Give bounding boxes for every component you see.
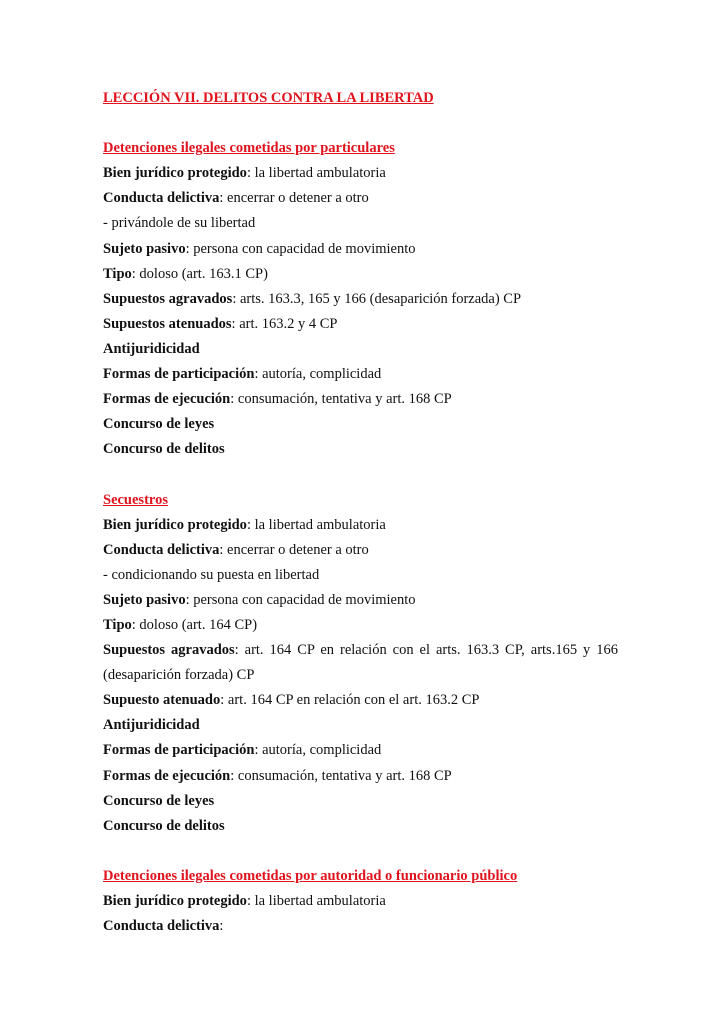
line-label: Tipo <box>103 616 132 633</box>
line-label: Sujeto pasivo <box>103 240 186 257</box>
document-line <box>103 563 618 588</box>
document-line <box>103 914 618 939</box>
spacer <box>103 462 618 487</box>
document-line <box>103 362 618 387</box>
document-line <box>103 387 618 412</box>
line-text: : la libertad ambulatoria <box>246 165 386 182</box>
document-line <box>103 237 618 262</box>
line-text: : la libertad ambulatoria <box>246 893 386 909</box>
document-line <box>103 262 618 287</box>
line-text: : encerrar o detener a otro <box>219 541 369 558</box>
document-line <box>103 613 618 638</box>
document-line <box>103 161 618 186</box>
line-label: Bien jurídico protegido <box>103 165 247 182</box>
document-line <box>103 688 618 713</box>
line-text: - condicionando su puesta en libertad <box>103 566 320 583</box>
line-text: : doloso (art. 164 CP) <box>131 616 258 633</box>
line-label: Concurso de delitos <box>103 441 225 458</box>
line-text: : consumación, tentativa y art. 168 CP <box>230 767 452 784</box>
line-label: Tipo <box>103 265 132 282</box>
line-label: Formas de participación <box>103 366 255 383</box>
line-label: Supuestos atenuados <box>103 315 232 332</box>
line-text: : encerrar o detener a otro <box>219 190 369 207</box>
document-line <box>103 312 618 337</box>
line-text: : doloso (art. 163.1 CP) <box>131 265 268 282</box>
line-text: : persona con capacidad de movimiento <box>185 240 416 257</box>
spacer <box>103 111 618 136</box>
line-label: Bien jurídico protegido <box>103 893 247 909</box>
line-text: : consumación, tentativa y art. 168 CP <box>230 391 452 408</box>
document-line <box>103 638 618 663</box>
document-line <box>103 789 618 814</box>
document-line <box>103 764 618 789</box>
document-line <box>103 663 618 688</box>
line-text: : <box>219 918 224 935</box>
document-line <box>103 713 618 738</box>
line-label: Sujeto pasivo <box>103 591 186 608</box>
document-line <box>103 437 618 462</box>
line-label: Formas de ejecución <box>103 767 231 784</box>
line-label: Supuestos agravados <box>103 642 235 659</box>
line-label: Concurso de delitos <box>103 817 225 834</box>
document-line <box>103 588 618 613</box>
line-text: (desaparición forzada) CP <box>103 667 255 684</box>
line-label: Conducta delictiva <box>103 918 220 935</box>
spacer <box>103 839 618 864</box>
line-text: - privándole de su libertad <box>103 215 256 232</box>
section-heading: Secuestros <box>103 491 168 508</box>
line-text: : la libertad ambulatoria <box>246 516 386 533</box>
document-line <box>103 337 618 362</box>
document-line <box>103 538 618 563</box>
line-label: Concurso de leyes <box>103 416 215 433</box>
document-line <box>103 186 618 211</box>
line-label: Antijuridicidad <box>103 717 200 734</box>
section-heading: Detenciones ilegales cometidas por autoridad o funcionario público <box>103 867 518 884</box>
document-line <box>103 814 618 839</box>
document-line <box>103 287 618 312</box>
lesson-title: LECCIÓN VII. DELITOS CONTRA LA LIBERTAD <box>103 90 434 106</box>
document-line <box>103 412 618 437</box>
line-text: : art. 164 CP en relación con el arts. 163.3 CP, arts.165 y 166 <box>234 642 618 659</box>
line-text: : art. 164 CP en relación con el art. 163.2 CP <box>220 692 480 709</box>
document-line <box>103 889 618 914</box>
line-text: : autoría, complicidad <box>254 366 382 383</box>
document-line <box>103 513 618 538</box>
line-label: Conducta delictiva <box>103 541 220 558</box>
line-label: Bien jurídico protegido <box>103 516 247 533</box>
document-body <box>103 136 618 939</box>
line-label: Formas de participación <box>103 742 255 759</box>
line-label: Supuesto atenuado <box>103 692 221 709</box>
document-page <box>103 86 618 939</box>
document-line <box>103 738 618 763</box>
line-label: Concurso de leyes <box>103 792 215 809</box>
document-line <box>103 211 618 236</box>
line-label: Supuestos agravados <box>103 290 233 307</box>
line-label: Conducta delictiva <box>103 190 220 207</box>
line-text: : persona con capacidad de movimiento <box>185 591 416 608</box>
line-text: : autoría, complicidad <box>254 742 382 759</box>
line-text: : art. 163.2 y 4 CP <box>231 315 338 332</box>
section-heading: Detenciones ilegales cometidas por particulares <box>103 140 395 157</box>
line-text: : arts. 163.3, 165 y 166 (desaparición forzada) CP <box>232 290 522 307</box>
line-label: Formas de ejecución <box>103 391 231 408</box>
line-label: Antijuridicidad <box>103 340 200 357</box>
